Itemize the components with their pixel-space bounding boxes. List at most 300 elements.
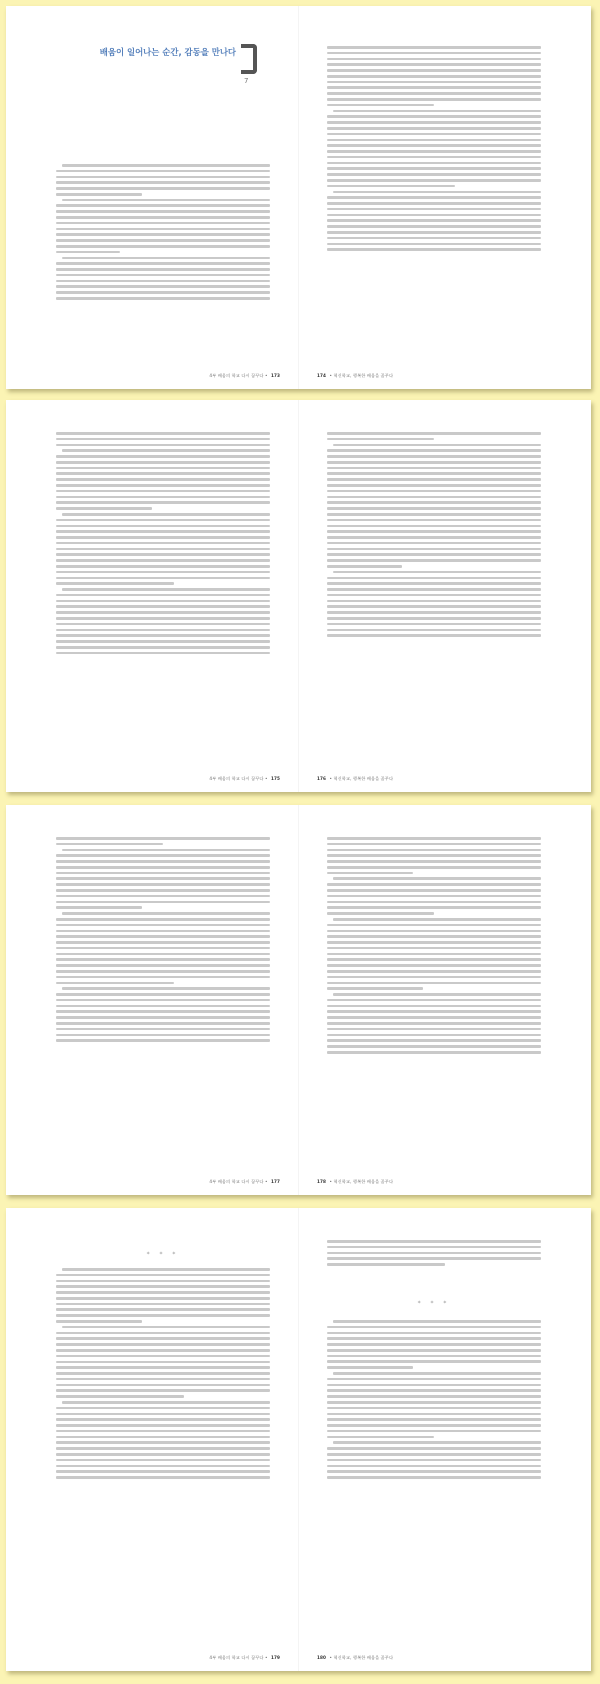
text-line [56, 228, 270, 231]
text-line [327, 901, 541, 904]
text-line [56, 548, 270, 551]
chapter-bracket-icon [241, 44, 257, 74]
text-line [327, 58, 541, 61]
text-line [327, 496, 541, 499]
page-footer: 4부 배움의 학교 다시 꿈꾸다 • 179 [209, 1655, 280, 1660]
text-line [327, 86, 541, 89]
text-line [327, 461, 541, 464]
page-footer: 178 • 혁신학교, 행복한 배움을 꿈꾸다 [317, 1179, 394, 1184]
text-line [327, 843, 541, 846]
text-line [333, 191, 541, 194]
text-line [56, 854, 270, 857]
text-line [327, 225, 541, 228]
chapter-title: 배움이 일어나는 순간, 감동을 만나다 [99, 47, 236, 57]
text-line [327, 156, 541, 159]
body-text-block [327, 1320, 541, 1479]
text-line [56, 582, 174, 585]
page-spread-1 [6, 6, 591, 389]
text-line [327, 1436, 434, 1439]
text-line [327, 1028, 541, 1031]
text-line [327, 1257, 541, 1260]
text-line [327, 1378, 541, 1381]
text-line [327, 605, 541, 608]
text-line [56, 1314, 270, 1317]
text-line [327, 634, 541, 637]
text-line [333, 1372, 541, 1375]
text-line [56, 872, 270, 875]
text-line [327, 449, 541, 452]
text-line [327, 139, 541, 142]
text-line [56, 176, 270, 179]
text-line [327, 1360, 541, 1363]
text-line [327, 860, 541, 863]
text-line [327, 872, 413, 875]
text-line [327, 548, 541, 551]
text-line [327, 941, 541, 944]
text-line [333, 444, 541, 447]
text-line [56, 999, 270, 1002]
text-line [56, 889, 270, 892]
text-line [56, 1274, 270, 1277]
page-number: 180 [317, 1655, 327, 1660]
text-line [327, 467, 541, 470]
text-line [56, 553, 270, 556]
text-line [327, 889, 541, 892]
text-line [56, 461, 270, 464]
text-line [327, 611, 541, 614]
text-line [62, 912, 270, 915]
text-line [327, 935, 541, 938]
text-line [56, 1308, 270, 1311]
text-line [327, 231, 541, 234]
text-line [62, 449, 270, 452]
text-line [56, 1424, 270, 1427]
text-line [327, 623, 541, 626]
text-line [56, 1016, 270, 1019]
text-line [56, 1430, 270, 1433]
page-176 [299, 400, 591, 792]
text-line [327, 1470, 541, 1473]
text-line [327, 1424, 541, 1427]
text-line [56, 542, 270, 545]
text-line [327, 837, 541, 840]
text-line [327, 1010, 541, 1013]
text-line [327, 1034, 541, 1037]
text-line [56, 594, 270, 597]
text-line [327, 69, 541, 72]
text-line [333, 1441, 541, 1444]
page-174 [299, 6, 591, 389]
text-line [56, 1297, 270, 1300]
text-line [56, 233, 270, 236]
text-line [56, 652, 270, 655]
text-line [56, 918, 270, 921]
text-line [327, 582, 541, 585]
text-line [327, 1263, 445, 1266]
text-line [327, 953, 541, 956]
text-line [56, 883, 270, 886]
text-line [327, 438, 434, 441]
text-line [327, 167, 541, 170]
text-line [56, 837, 270, 840]
text-line [56, 1418, 270, 1421]
text-line [56, 1447, 270, 1450]
text-line [327, 1476, 541, 1479]
text-line [327, 455, 541, 458]
text-line [327, 964, 541, 967]
text-line [56, 210, 270, 213]
text-line [327, 924, 541, 927]
page-spread-4 [6, 1208, 591, 1671]
text-line [327, 947, 541, 950]
text-line [327, 1453, 541, 1456]
text-line [333, 877, 541, 880]
text-line [327, 987, 423, 990]
text-line [327, 484, 541, 487]
text-line [56, 571, 270, 574]
text-line [56, 1389, 270, 1392]
text-line [327, 1413, 541, 1416]
text-line [327, 1005, 541, 1008]
text-line [327, 1326, 541, 1329]
text-line [56, 262, 270, 265]
text-line [56, 623, 270, 626]
text-line [56, 525, 270, 528]
text-line [327, 600, 541, 603]
text-line [56, 1303, 270, 1306]
text-line [56, 1343, 270, 1346]
text-line [327, 629, 541, 632]
body-text-block [327, 46, 541, 251]
text-line [327, 883, 541, 886]
page-number: 174 [317, 373, 327, 378]
text-line [56, 1010, 270, 1013]
text-line [327, 930, 541, 933]
text-line [56, 611, 270, 614]
text-line [56, 947, 270, 950]
text-line [327, 982, 541, 985]
text-line [56, 438, 270, 441]
body-text-block [327, 432, 541, 637]
page-177 [6, 805, 298, 1195]
text-line [56, 577, 270, 580]
text-line [56, 251, 120, 254]
text-line [56, 982, 174, 985]
text-line [56, 565, 270, 568]
text-line [327, 577, 541, 580]
text-line [327, 976, 541, 979]
text-line [56, 1337, 270, 1340]
text-line [327, 501, 541, 504]
text-line [56, 1413, 270, 1416]
page-footer: 174 • 혁신학교, 행복한 배움을 꿈꾸다 [317, 373, 394, 378]
text-line [327, 472, 541, 475]
text-line [56, 1285, 270, 1288]
text-line [56, 866, 270, 869]
text-line [327, 519, 541, 522]
text-line [327, 559, 541, 562]
page-number: 173 [270, 373, 280, 378]
section-separator: * * * [417, 1300, 451, 1307]
text-line [56, 1436, 270, 1439]
text-line [56, 285, 270, 288]
page-spread-2 [6, 400, 591, 792]
text-line [327, 121, 541, 124]
text-line [327, 214, 541, 217]
page-number: 177 [270, 1179, 280, 1184]
text-line [327, 432, 541, 435]
text-line [56, 600, 270, 603]
page-number: 175 [270, 776, 280, 781]
text-line [327, 1349, 541, 1352]
text-line [56, 1441, 270, 1444]
text-line [56, 239, 270, 242]
chapter-number: 7 [244, 77, 249, 85]
body-text-block [56, 1268, 270, 1479]
text-line [56, 930, 270, 933]
page-179 [6, 1208, 298, 1671]
text-line [327, 490, 541, 493]
text-line [56, 1028, 270, 1031]
text-line [56, 1470, 270, 1473]
text-line [327, 478, 541, 481]
text-line [327, 849, 541, 852]
text-line [327, 525, 541, 528]
text-line [56, 993, 270, 996]
text-line [56, 280, 270, 283]
text-line [333, 571, 541, 574]
text-line [327, 588, 541, 591]
text-line [56, 1476, 270, 1479]
text-line [56, 181, 270, 184]
text-line [62, 513, 270, 516]
body-text-block [327, 837, 541, 1054]
text-line [56, 1320, 142, 1323]
text-line [56, 530, 270, 533]
text-line [56, 860, 270, 863]
text-line [56, 496, 270, 499]
text-line [327, 1465, 541, 1468]
text-line [56, 1280, 270, 1283]
text-line [327, 1039, 541, 1042]
text-line [56, 193, 142, 196]
text-line [327, 565, 402, 568]
text-line [327, 144, 541, 147]
text-line [56, 297, 270, 300]
text-line [56, 640, 270, 643]
text-line [56, 222, 270, 225]
text-line [327, 208, 541, 211]
text-line [333, 993, 541, 996]
text-line [56, 1372, 270, 1375]
text-line [56, 1355, 270, 1358]
text-line [327, 1418, 541, 1421]
body-text-block [56, 432, 270, 654]
text-line [62, 987, 270, 990]
text-line [56, 170, 270, 173]
text-line [56, 1361, 270, 1364]
text-line [56, 484, 270, 487]
text-line [327, 243, 541, 246]
text-line [333, 1320, 541, 1323]
text-line [56, 559, 270, 562]
text-line [56, 444, 270, 447]
text-line [327, 1430, 541, 1433]
text-line [327, 854, 541, 857]
text-line [56, 617, 270, 620]
text-line [56, 536, 270, 539]
text-line [56, 187, 270, 190]
text-line [56, 1395, 184, 1398]
text-line [327, 92, 541, 95]
text-line [327, 104, 434, 107]
body-text-block [56, 164, 270, 300]
text-line [327, 1332, 541, 1335]
text-line [327, 958, 541, 961]
text-line [56, 634, 270, 637]
text-line [56, 455, 270, 458]
text-line [56, 895, 270, 898]
text-line [56, 1039, 270, 1042]
text-line [56, 467, 270, 470]
text-line [56, 291, 270, 294]
body-text-block [327, 1240, 541, 1266]
text-line [56, 605, 270, 608]
page-178 [299, 805, 591, 1195]
text-line [327, 513, 541, 516]
text-line [56, 1022, 270, 1025]
text-line [327, 594, 541, 597]
text-line [56, 964, 270, 967]
text-line [56, 507, 152, 510]
text-line [56, 268, 270, 271]
text-line [56, 958, 270, 961]
text-line [327, 63, 541, 66]
text-line [56, 877, 270, 880]
text-line [327, 536, 541, 539]
text-line [327, 127, 541, 130]
text-line [327, 1240, 541, 1243]
text-line [327, 46, 541, 49]
text-line [56, 1407, 270, 1410]
text-line [56, 245, 270, 248]
text-line [327, 179, 541, 182]
text-line [327, 150, 541, 153]
text-line [56, 976, 270, 979]
page-number: 179 [270, 1655, 280, 1660]
text-line [327, 219, 541, 222]
page-footer: 4부 배움의 학교 다시 꿈꾸다 • 177 [209, 1179, 280, 1184]
text-line [56, 432, 270, 435]
text-line [56, 490, 270, 493]
text-line [327, 1389, 541, 1392]
text-line [327, 162, 541, 165]
text-line [327, 1022, 541, 1025]
text-line [56, 1005, 270, 1008]
text-line [327, 906, 541, 909]
text-line [327, 248, 541, 251]
page-footer: 180 • 혁신학교, 행복한 배움을 꿈꾸다 [317, 1655, 394, 1660]
text-line [56, 924, 270, 927]
page-number: 178 [317, 1179, 327, 1184]
text-line [56, 274, 270, 277]
text-line [327, 1447, 541, 1450]
text-line [327, 542, 541, 545]
text-line [327, 1395, 541, 1398]
text-line [327, 1337, 541, 1340]
text-line [56, 1332, 270, 1335]
text-line [327, 912, 434, 915]
text-line [327, 115, 541, 118]
text-line [327, 530, 541, 533]
text-line [333, 918, 541, 921]
text-line [56, 478, 270, 481]
text-line [62, 588, 270, 591]
text-line [327, 1246, 541, 1249]
text-line [327, 970, 541, 973]
page-spread-3 [6, 805, 591, 1195]
text-line [56, 1366, 270, 1369]
text-line [56, 1465, 270, 1468]
text-line [56, 1384, 270, 1387]
text-line [327, 1051, 541, 1054]
text-line [62, 199, 270, 202]
text-line [56, 1453, 270, 1456]
text-line [327, 196, 541, 199]
text-line [327, 1016, 541, 1019]
text-line [327, 173, 541, 176]
text-line [56, 970, 270, 973]
text-line [62, 1401, 270, 1404]
page-footer: 4부 배움의 학교 다시 꿈꾸다 • 175 [209, 776, 280, 781]
text-line [56, 629, 270, 632]
text-line [56, 1291, 270, 1294]
page-footer: 176 • 혁신학교, 행복한 배움을 꿈꾸다 [317, 776, 394, 781]
text-line [62, 164, 270, 167]
text-line [62, 849, 270, 852]
text-line [333, 110, 541, 113]
text-line [56, 204, 270, 207]
text-line [327, 1407, 541, 1410]
text-line [327, 1384, 541, 1387]
text-line [327, 1252, 541, 1255]
text-line [56, 216, 270, 219]
text-line [327, 999, 541, 1002]
text-line [327, 507, 541, 510]
text-line [327, 1343, 541, 1346]
text-line [327, 237, 541, 240]
text-line [62, 1326, 270, 1329]
text-line [327, 553, 541, 556]
text-line [327, 1366, 413, 1369]
text-line [56, 1459, 270, 1462]
text-line [327, 895, 541, 898]
text-line [327, 185, 455, 188]
text-line [56, 941, 270, 944]
text-line [56, 646, 270, 649]
text-line [327, 1045, 541, 1048]
text-line [56, 935, 270, 938]
section-separator: * * * [146, 1251, 180, 1258]
text-line [62, 1268, 270, 1271]
page-footer: 4부 배움의 학교 다시 꿈꾸다 • 173 [209, 373, 280, 378]
text-line [56, 953, 270, 956]
text-line [62, 257, 270, 260]
text-line [327, 75, 541, 78]
text-line [327, 1401, 541, 1404]
text-line [327, 1459, 541, 1462]
text-line [327, 98, 541, 101]
